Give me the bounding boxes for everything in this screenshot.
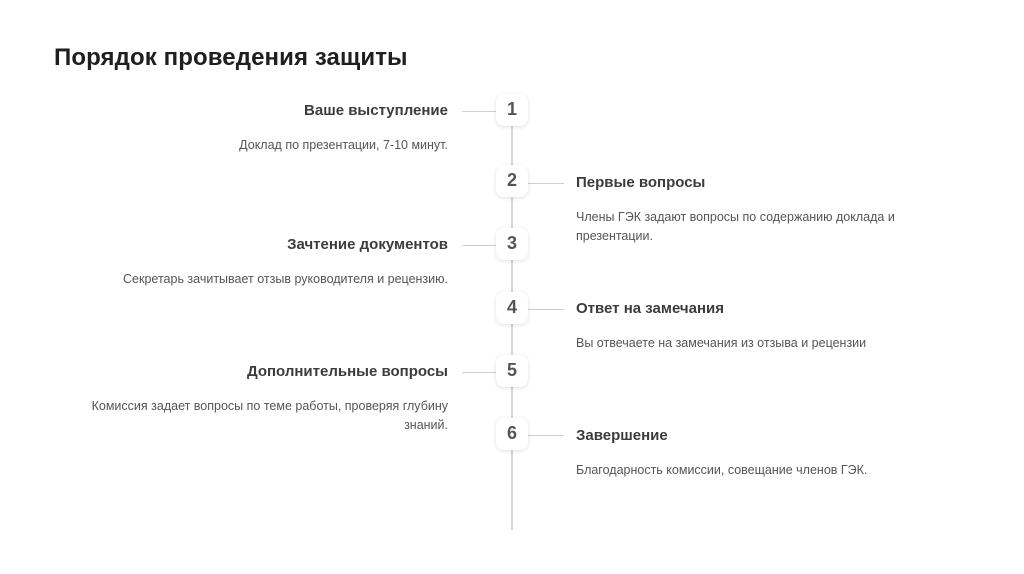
step-number-2: 2 [496, 165, 528, 197]
step-text-3: Секретарь зачитывает отзыв руководителя и рецензию. [123, 272, 448, 286]
step-title-1: Ваше выступление [304, 102, 448, 119]
step-text-2: Члены ГЭК задают вопросы по содержанию доклада и презентации. [576, 210, 895, 243]
step-6 [576, 426, 936, 480]
step-text-5: Комиссия задает вопросы по теме работы, проверяя глубину знаний. [91, 399, 448, 432]
step-number-5: 5 [496, 355, 528, 387]
step-4 [576, 299, 936, 353]
page-title: Порядок проведения защиты [54, 44, 408, 71]
step-text-1: Доклад по презентации, 7-10 минут. [239, 138, 448, 152]
connector-3 [462, 245, 496, 246]
step-5 [48, 362, 448, 435]
step-text-6: Благодарность комиссии, совещание членов ГЭК. [576, 463, 868, 477]
step-3 [48, 235, 448, 289]
step-2 [576, 173, 936, 246]
step-1 [48, 101, 448, 155]
step-title-5: Дополнительные вопросы [246, 363, 448, 380]
step-number-6: 6 [496, 418, 528, 450]
step-number-1: 1 [496, 94, 528, 126]
step-number-3: 3 [496, 228, 528, 260]
step-title-3: Зачтение документов [287, 236, 448, 253]
connector-2 [528, 183, 564, 184]
step-text-4: Вы отвечаете на замечания из отзыва и рецензии [576, 336, 867, 350]
step-number-4: 4 [496, 292, 528, 324]
connector-6 [528, 435, 564, 436]
step-title-6: Завершение [576, 427, 668, 444]
connector-1 [462, 111, 496, 112]
step-title-2: Первые вопросы [576, 174, 706, 191]
step-title-4: Ответ на замечания [576, 300, 725, 317]
connector-5 [462, 372, 496, 373]
connector-4 [528, 309, 564, 310]
